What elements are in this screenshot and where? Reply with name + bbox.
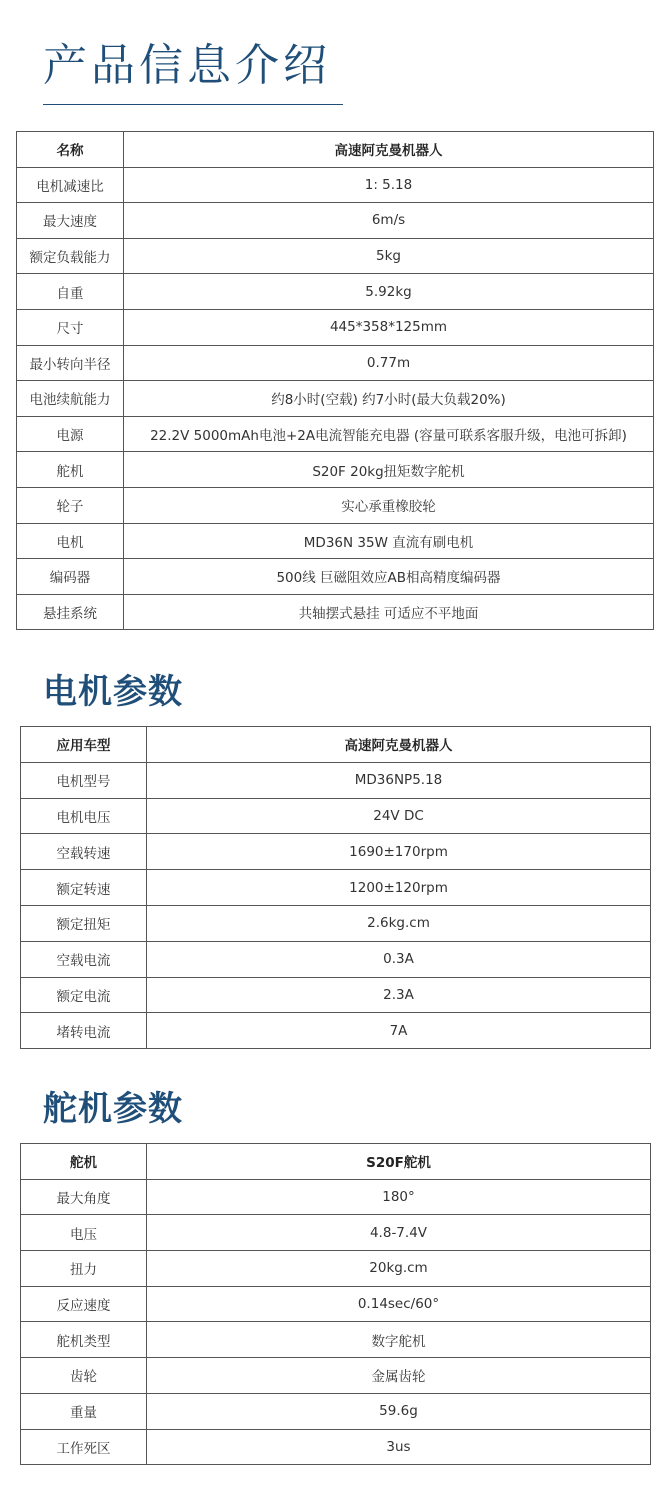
- table-row: [21, 1215, 651, 1251]
- row-value: 数字舵机: [147, 1322, 651, 1358]
- row-label: 电机减速比: [17, 167, 124, 203]
- table-row: [21, 1013, 651, 1049]
- servo-params-title: 舵机参数: [43, 1089, 183, 1129]
- table-row: [17, 203, 654, 239]
- row-label: 舵机类型: [21, 1322, 147, 1358]
- row-value: MD36N 35W 直流有刷电机: [124, 523, 654, 559]
- table-row: [21, 1179, 651, 1215]
- table-row: [21, 1251, 651, 1287]
- product-info-table: [16, 131, 654, 630]
- table-row: [21, 1322, 651, 1358]
- table-row: [21, 977, 651, 1013]
- row-label: 轮子: [17, 487, 124, 523]
- row-value: 实心承重橡胶轮: [124, 487, 654, 523]
- row-value: 500线 巨磁阻效应AB相高精度编码器: [124, 559, 654, 595]
- table-row: [17, 309, 654, 345]
- row-value: 20kg.cm: [147, 1251, 651, 1287]
- row-label: 电压: [21, 1215, 147, 1251]
- product-info-title: 产品信息介绍: [43, 40, 331, 91]
- row-value: 高速阿克曼机器人: [147, 727, 651, 763]
- table-row: [21, 798, 651, 834]
- motor-params-table: [20, 726, 651, 1049]
- row-value: 4.8-7.4V: [147, 1215, 651, 1251]
- row-value: 共轴摆式悬挂 可适应不平地面: [124, 594, 654, 630]
- table-row: [21, 762, 651, 798]
- row-value: 22.2V 5000mAh电池+2A电流智能充电器 (容量可联系客服升级，电池可拆卸): [124, 416, 654, 452]
- row-value: 6m/s: [124, 203, 654, 239]
- row-label: 电机型号: [21, 762, 147, 798]
- motor-params-title: 电机参数: [43, 672, 183, 712]
- row-label: 名称: [17, 132, 124, 168]
- row-label: 扭力: [21, 1251, 147, 1287]
- row-label: 悬挂系统: [17, 594, 124, 630]
- row-label: 自重: [17, 274, 124, 310]
- row-value: 24V DC: [147, 798, 651, 834]
- row-label: 空载转速: [21, 834, 147, 870]
- table-row: [21, 870, 651, 906]
- row-value: 1: 5.18: [124, 167, 654, 203]
- table-row: [17, 167, 654, 203]
- servo-params-table: [20, 1143, 651, 1465]
- table-row: [21, 1358, 651, 1394]
- row-label: 电机电压: [21, 798, 147, 834]
- row-label: 齿轮: [21, 1358, 147, 1394]
- row-label: 舵机: [21, 1144, 147, 1180]
- table-row: [21, 941, 651, 977]
- table-row: [21, 905, 651, 941]
- row-value: 0.77m: [124, 345, 654, 381]
- table-row: [17, 452, 654, 488]
- row-label: 空载电流: [21, 941, 147, 977]
- row-label: 应用车型: [21, 727, 147, 763]
- row-label: 反应速度: [21, 1286, 147, 1322]
- table-row: [17, 345, 654, 381]
- row-label: 堵转电流: [21, 1013, 147, 1049]
- table-row: [17, 238, 654, 274]
- row-value: 高速阿克曼机器人: [124, 132, 654, 168]
- row-value: 2.3A: [147, 977, 651, 1013]
- table-row: [21, 1429, 651, 1465]
- row-value: 0.14sec/60°: [147, 1286, 651, 1322]
- table-row: [17, 132, 654, 168]
- table-row: [17, 523, 654, 559]
- row-value: 59.6g: [147, 1393, 651, 1429]
- table-row: [17, 274, 654, 310]
- row-value: 5.92kg: [124, 274, 654, 310]
- row-label: 最大角度: [21, 1179, 147, 1215]
- row-value: 1200±120rpm: [147, 870, 651, 906]
- row-value: 180°: [147, 1179, 651, 1215]
- title-underline: [43, 104, 343, 105]
- row-value: 1690±170rpm: [147, 834, 651, 870]
- row-value: 3us: [147, 1429, 651, 1465]
- row-value: 约8小时(空载) 约7小时(最大负载20%): [124, 381, 654, 417]
- row-label: 额定转速: [21, 870, 147, 906]
- table-row: [21, 834, 651, 870]
- row-label: 尺寸: [17, 309, 124, 345]
- row-label: 最大速度: [17, 203, 124, 239]
- row-value: 2.6kg.cm: [147, 905, 651, 941]
- row-value: 0.3A: [147, 941, 651, 977]
- table-row: [17, 381, 654, 417]
- table-row: [21, 1144, 651, 1180]
- row-value: 5kg: [124, 238, 654, 274]
- table-row: [17, 559, 654, 595]
- table-row: [21, 1393, 651, 1429]
- row-label: 电机: [17, 523, 124, 559]
- row-label: 额定负载能力: [17, 238, 124, 274]
- row-label: 重量: [21, 1393, 147, 1429]
- row-label: 编码器: [17, 559, 124, 595]
- row-value: S20F舵机: [147, 1144, 651, 1180]
- row-value: 445*358*125mm: [124, 309, 654, 345]
- row-label: 额定扭矩: [21, 905, 147, 941]
- row-value: S20F 20kg扭矩数字舵机: [124, 452, 654, 488]
- row-label: 舵机: [17, 452, 124, 488]
- row-value: MD36NP5.18: [147, 762, 651, 798]
- table-row: [17, 487, 654, 523]
- row-label: 工作死区: [21, 1429, 147, 1465]
- table-row: [17, 594, 654, 630]
- row-label: 额定电流: [21, 977, 147, 1013]
- table-row: [17, 416, 654, 452]
- row-value: 7A: [147, 1013, 651, 1049]
- row-label: 电源: [17, 416, 124, 452]
- row-label: 最小转向半径: [17, 345, 124, 381]
- row-label: 电池续航能力: [17, 381, 124, 417]
- row-value: 金属齿轮: [147, 1358, 651, 1394]
- table-row: [21, 1286, 651, 1322]
- table-row: [21, 727, 651, 763]
